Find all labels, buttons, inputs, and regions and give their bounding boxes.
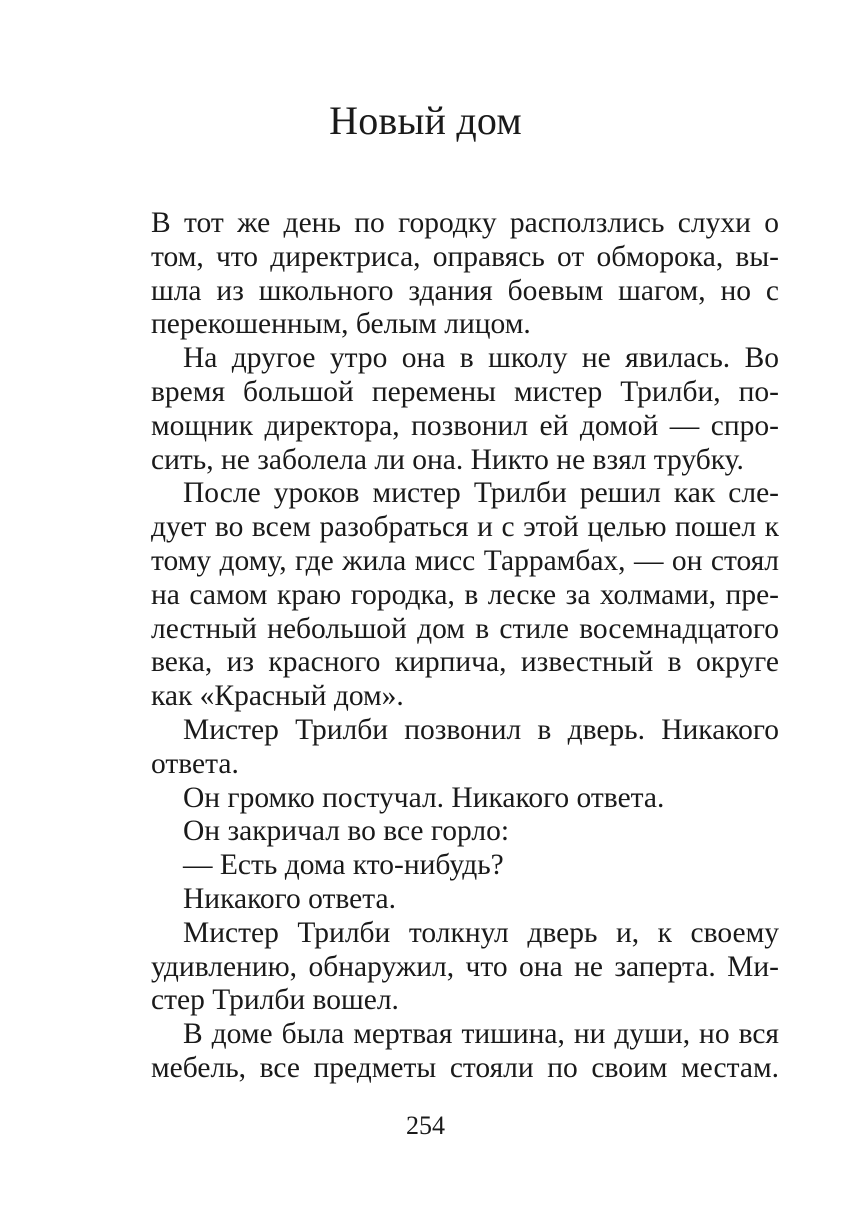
text-line: ответа.	[151, 747, 239, 780]
text-line: лестный небольшой дом в стиле восемнадцатого	[151, 612, 779, 645]
text-line: Мистер Трилби позвонил в дверь. Никакого	[183, 713, 779, 746]
text-line: стер Трилби вошел.	[151, 984, 399, 1017]
text-line: мощник директора, позвонил ей домой — спро-	[151, 409, 779, 442]
text-line: В доме была мертвая тишина, ни души, но вся	[183, 1018, 779, 1051]
text-line: как «Красный дом».	[151, 680, 404, 713]
text-line: На другое утро она в школу не явилась. Во	[183, 342, 779, 375]
text-line: сить, не заболела ли она. Никто не взял трубку.	[151, 443, 744, 476]
text-line: на самом краю городка, в леске за холмами, пре-	[151, 578, 779, 611]
text-line: Мистер Трилби толкнул дверь и, к своему	[183, 916, 779, 949]
text-line: мебель, все предметы стояли по своим местам.	[151, 1051, 779, 1084]
text-line: удивлению, обнаружил, что она не заперта. Ми-	[151, 950, 779, 983]
text-line: шла из школьного здания боевым шагом, но с	[151, 274, 779, 307]
text-line: В тот же день по городку расползлись слухи о	[151, 207, 779, 239]
text-line: Он закричал во все горло:	[183, 815, 510, 848]
text-line: Он громко постучал. Никакого ответа.	[183, 781, 665, 814]
text-line: время большой перемены мистер Трилби, по-	[151, 375, 779, 408]
text-line: века, из красного кирпича, известный в округе	[151, 646, 779, 679]
text-line: После уроков мистер Трилби решил как сле-	[183, 477, 779, 510]
text-line: том, что директриса, оправясь от обморока, вы-	[151, 240, 779, 273]
text-line: перекошенным, белым лицом.	[151, 308, 531, 341]
text-line: дует во всем разобраться и с этой целью пошел к	[151, 511, 779, 544]
text-line: Никакого ответа.	[183, 882, 396, 915]
text-line: — Есть дома кто-нибудь?	[183, 849, 504, 882]
page-number: 254	[406, 1111, 445, 1140]
text-line: тому дому, где жила мисс Таррамбах, — он стоял	[151, 544, 779, 577]
chapter-title: Новый дом	[329, 98, 522, 143]
chapter-body	[151, 207, 779, 1086]
